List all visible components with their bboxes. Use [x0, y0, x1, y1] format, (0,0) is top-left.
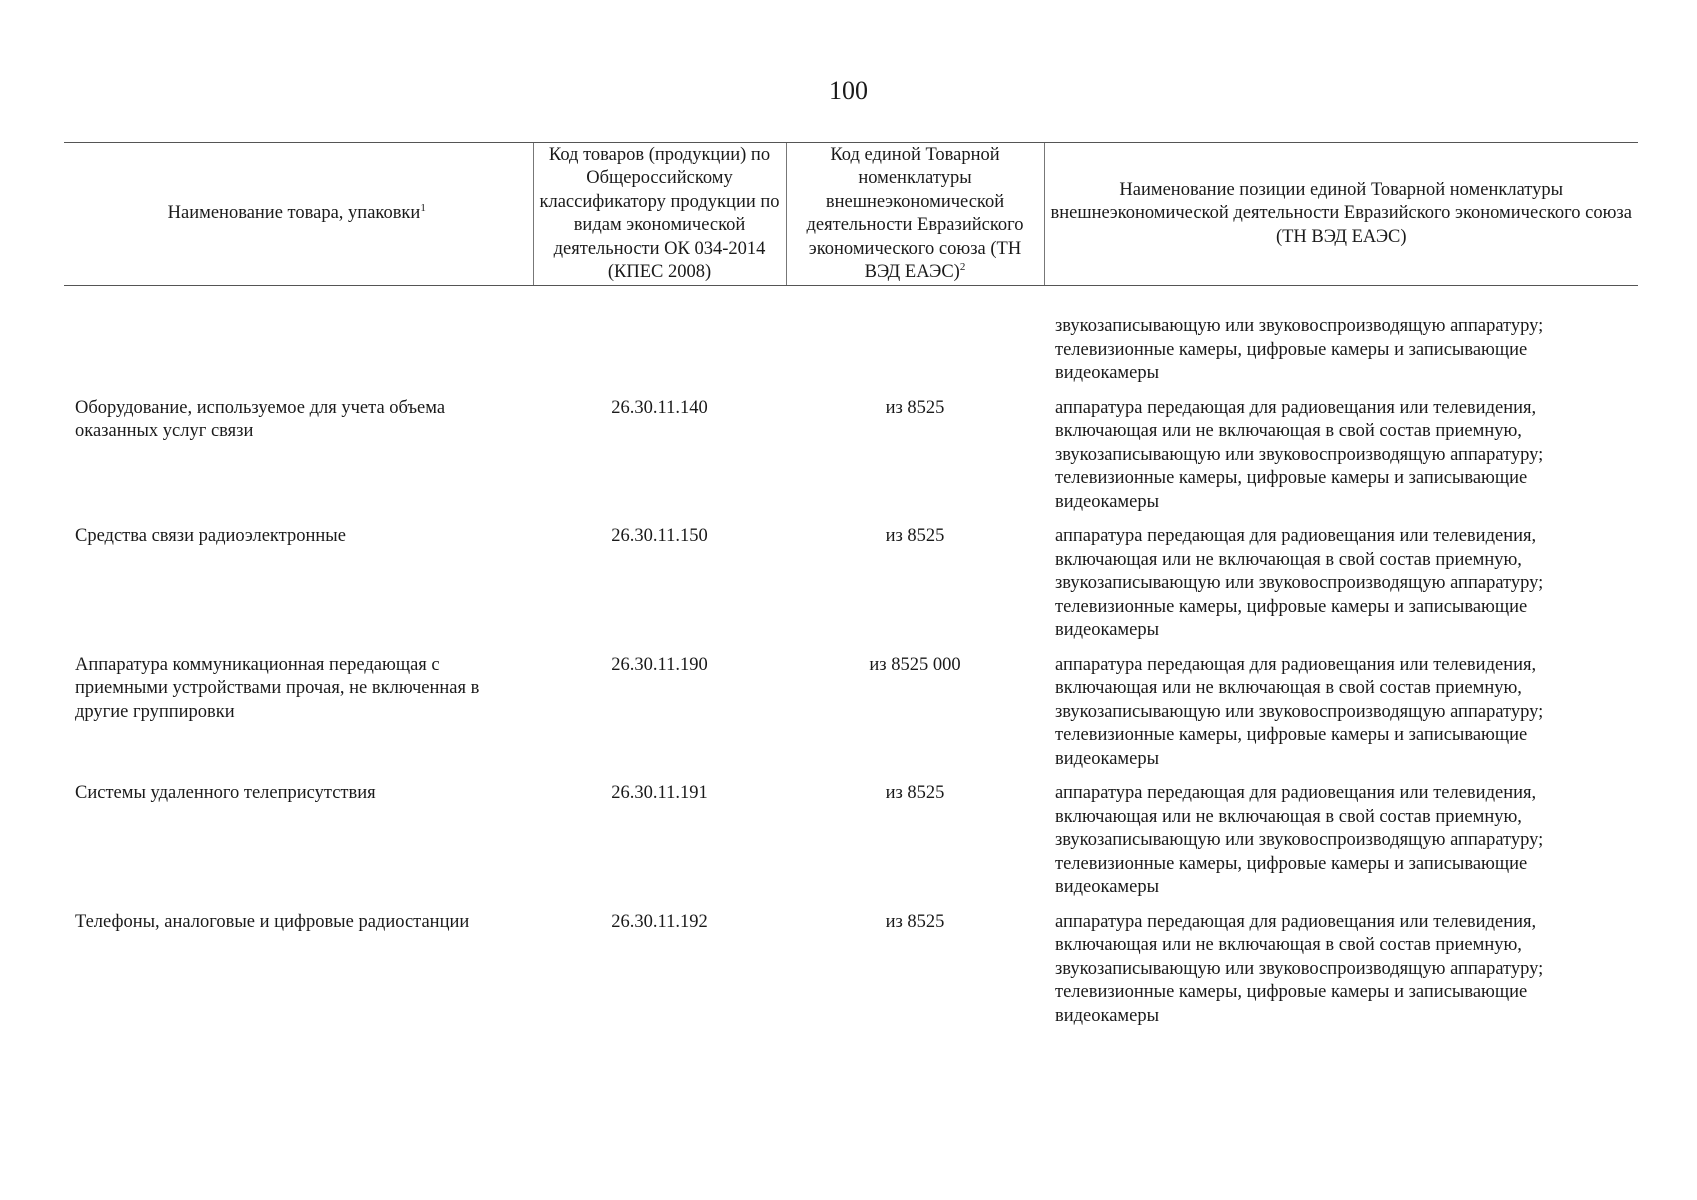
- cell-description: аппаратура передающая для радиовещания или телевидения, включающая или не включающая в свой состав приемную, звукозаписывающую или звуковоспроизводящую аппаратуру; телевизионные камеры, цифровые камеры и записывающие видеокамеры: [1055, 397, 1544, 512]
- cell-name: Оборудование, используемое для учета объема оказанных услуг связи: [75, 397, 446, 441]
- table-body: [64, 286, 1638, 1029]
- table-row: [64, 643, 1638, 772]
- header-name-text: Наименование товара, упаковки: [167, 203, 421, 224]
- cell-name: Системы удаленного телеприсутствия: [75, 783, 376, 803]
- header-okpd-text: Код товаров (продукции) по Общероссийскому классификатору продукции по видам экономической деятельности ОК 034-2014 (КПЕС 2008): [539, 144, 780, 282]
- table-row: [64, 386, 1638, 515]
- cell-code: 26.30.11.190: [611, 654, 708, 675]
- continuation-row: [64, 286, 1638, 386]
- table-row: [64, 771, 1638, 900]
- footnote-mark-2: 2: [959, 260, 966, 273]
- cell-tnved: из 8525: [885, 783, 945, 803]
- cell-tnved: из 8525: [885, 911, 945, 932]
- cell-name: [64, 286, 533, 386]
- cell-description: аппаратура передающая для радиовещания или телевидения, включающая или не включающая в свой состав приемную, звукозаписывающую или звуковоспроизводящую аппаратуру; телевизионные камеры, цифровые камеры и записывающие видеокамеры: [1055, 526, 1544, 640]
- header-tnved-code: [786, 143, 1044, 286]
- cell-code: 26.30.11.150: [611, 526, 708, 546]
- cell-name: Средства связи радиоэлектронные: [75, 526, 346, 546]
- header-position-text: Наименование позиции единой Товарной номенклатуры внешнеэкономической деятельности Евразийского экономического союза (ТН ВЭД ЕАЭС): [1050, 179, 1632, 247]
- header-tnved-text: Код единой Товарной номенклатуры внешнеэкономической деятельности Евразийского экономического союза (ТН ВЭД ЕАЭС): [806, 144, 1024, 282]
- cell-tnved: из 8525 000: [869, 654, 961, 675]
- cell-name: Аппаратура коммуникационная передающая с приемными устройствами прочая, не включенная в другие группировки: [75, 654, 480, 722]
- cell-description: звукозаписывающую или звуковоспроизводящую аппаратуру; телевизионные камеры, цифровые камеры и записывающие видеокамеры: [1055, 316, 1544, 383]
- goods-table: [64, 142, 1638, 1028]
- header-okpd-code: [533, 143, 786, 286]
- table-header: [64, 143, 1638, 286]
- cell-code: [533, 286, 786, 386]
- cell-code: 26.30.11.191: [611, 783, 708, 803]
- footnote-mark-1: 1: [420, 202, 426, 215]
- cell-tnved: [786, 286, 1044, 386]
- header-name: [64, 143, 533, 286]
- cell-tnved: из 8525: [885, 526, 945, 546]
- cell-description: аппаратура передающая для радиовещания или телевидения, включающая или не включающая в свой состав приемную, звукозаписывающую или звуковоспроизводящую аппаратуру; телевизионные камеры, цифровые камеры и записывающие видеокамеры: [1055, 783, 1544, 897]
- cell-code: 26.30.11.192: [611, 911, 708, 932]
- header-row: [64, 143, 1638, 286]
- cell-description: аппаратура передающая для радиовещания или телевидения, включающая или не включающая в свой состав приемную, звукозаписывающую или звуковоспроизводящую аппаратуру; телевизионные камеры, цифровые камеры и записывающие видеокамеры: [1055, 911, 1544, 1026]
- header-position-name: [1044, 143, 1638, 286]
- cell-description: аппаратура передающая для радиовещания или телевидения, включающая или не включающая в свой состав приемную, звукозаписывающую или звуковоспроизводящую аппаратуру; телевизионные камеры, цифровые камеры и записывающие видеокамеры: [1055, 654, 1544, 769]
- cell-tnved: из 8525: [885, 397, 945, 418]
- page-number: 100: [829, 76, 868, 105]
- table-row: [64, 900, 1638, 1029]
- cell-code: 26.30.11.140: [611, 397, 708, 418]
- cell-name: Телефоны, аналоговые и цифровые радиостанции: [75, 911, 470, 932]
- table-row: [64, 514, 1638, 643]
